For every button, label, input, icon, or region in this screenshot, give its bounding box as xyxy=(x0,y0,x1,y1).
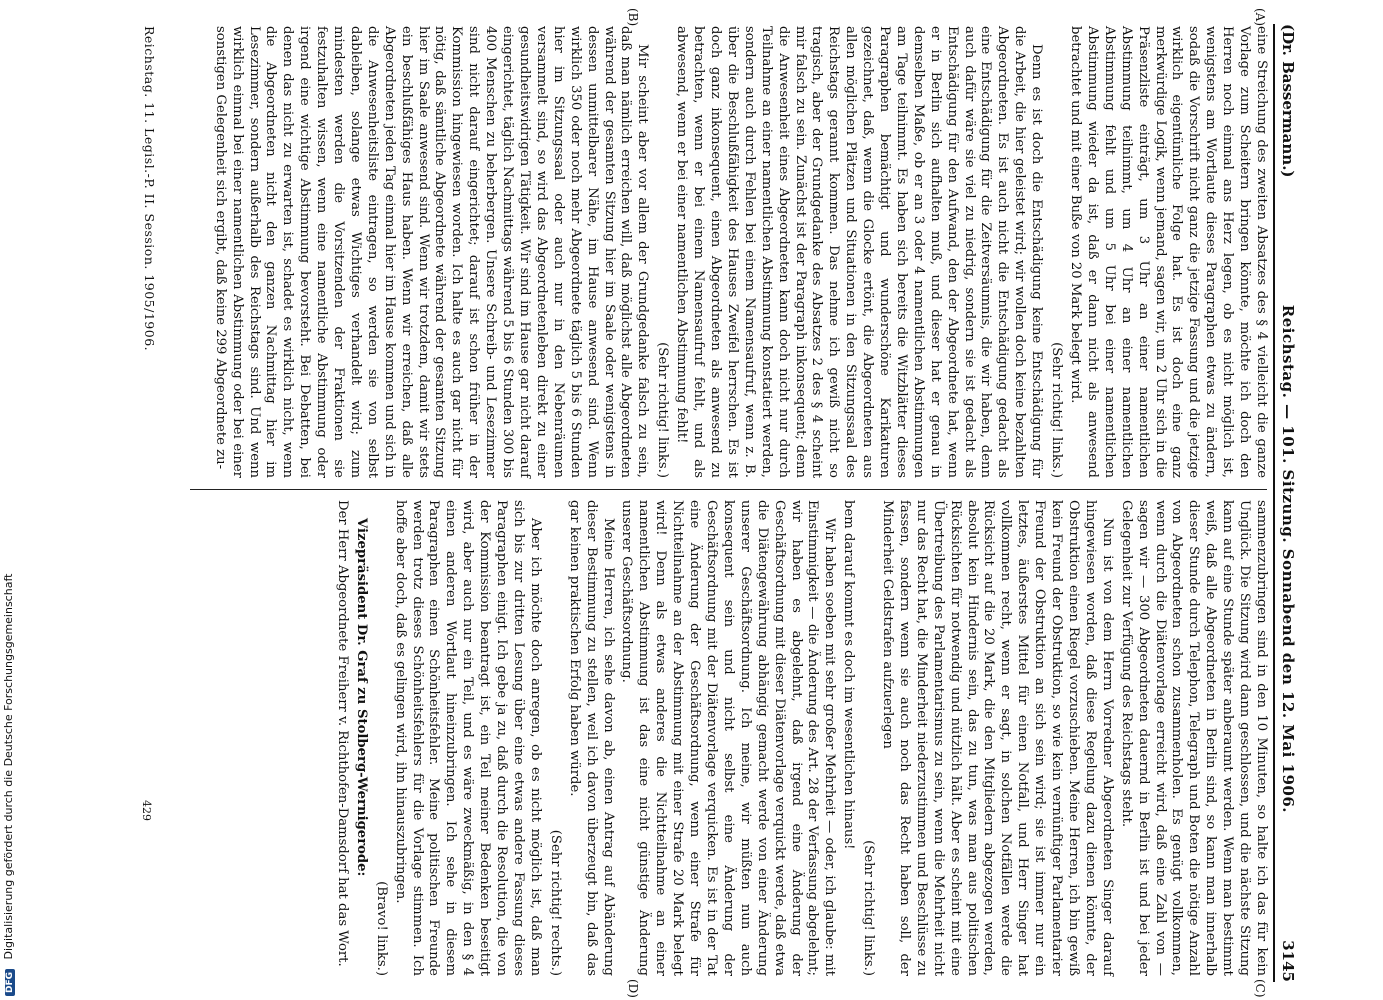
paragraph: Nun ist von dem Herrn Vorredner Abgeordneten Singer darauf hingewiesen worden, daß diese Regelung dazu dienen könnte, der Obstruktion einen Riegel vorzuschieben. Meine Herren, ich bin gewiß kein Freund der Obstruktion, so wie kein vernünftiger Parlamentarier Freund der Obstruktion an sich sein wird; sie ist immer nur ein letztes, äußerstes Mittel für einen Notfall, und Herr Singer hat vollkommen recht, wenn er sagt, in solchen Notfällen werde die Rücksicht auf die 20 Mark, die den Mitgliedern abgezogen werden, absolut kein Hindernis sein, das zu tun, was man aus politischen Rücksichten für notwendig und nützlich hält. Aber es scheint mit eine Übertreibung des Parlamentarismus zu sein, wenn die Mehrheit nicht nur das Recht hat, die Minderheit niederzustimmen und Beschlüsse zu fassen, sondern wenn sie auch noch das Recht haben soll, der Minderheit Geldstrafen aufzuerlegen xyxy=(880,500,1115,976)
stage-direction: (Sehr richtig! links.) xyxy=(655,342,671,478)
paragraph: bem darauf kommt es doch im wesentlichen hinaus! xyxy=(841,500,857,850)
header-speaker: (Dr. Bassermann.) xyxy=(1279,24,1297,178)
page-header xyxy=(1275,24,1301,982)
stage-direction: (Sehr richtig! links.) xyxy=(1049,342,1065,478)
stage-direction: (Sehr richtig! links.) xyxy=(861,840,877,976)
margin-mark-c: (C) xyxy=(1253,979,1267,998)
margin-mark-d: (D) xyxy=(626,979,640,998)
margin-mark-a: (A) xyxy=(1253,8,1267,27)
speaker-name: Vizepräsident Dr. Graf zu Stolberg-Wernigerode: xyxy=(353,518,369,877)
paragraph: Mir scheint aber vor allem der Grundgedanke falsch zu sein, daß man nämlich erreichen will, daß möglichst alle Abgeordneten während der gesamten Sitzung hier im Saale oder wenigstens in dessen unmittelbarer Nähe, im Hause anwesend sind. Wenn wirklich 350 oder noch mehr Abgeordnete täglich 5 bis 6 Stunden hier im Sitzungssaal oder auch nur in den Nebenräumen versammelt sind, so wird das Abgeordnetenleben direkt zu einer gesundheitswidrigen Tätigkeit. Wir sind im Hause gar nicht darauf eingerichtet, täglich Nachmittags während 5 bis 6 Stunden 300 bis 400 Menschen zu beherbergen. Unsere Schreib- und Lesezimmer sind nicht darauf eingerichtet; darauf ist schon früher in der Kommission hingewiesen worden. Ich halte es auch gar nicht für nötig, daß sämtliche Abgeordnete während der gesamten Sitzung hier im Saale anwesend sind. Wenn wir trotzdem, damit wir stets ein beschlußfähiges Haus haben. Wenn wir erreichen, daß alle Abgeordneten jeden Tag einmal hier im Hause kommen und sich in die Anwesenheitsliste eintragen, so werden sie von selbst dableiben, solange etwas Wichtiges verhandelt wird; zum mindesten werden die Vorsitzenden der Fraktionen sie festzuhalten wissen, wenn eine namentliche Abstimmung oder irgend eine wichtige Abstimmung bevorsteht. Bei Debatten, bei denen das nicht zu erwarten ist, schadet es wirklich nicht, wenn die Abgeordneten nicht den ganzen Nachmittag hier im Lesezimmer, sondern außerhalb des Reichstags sind. Und wenn wirklich einmal bei einer namentlichen Abstimmung oder bei einer sonstigen Gelegenheit sich ergibt, daß keine 299 Abgeordnete zu- xyxy=(212,26,651,478)
speaker-line-2: Der Herr Abgeordnete Freiherr v. Richthofen-Damsdorf hat das Wort. xyxy=(334,500,350,967)
margin-mark-b: (B) xyxy=(626,8,640,27)
stage-direction: (Bravo! links.) xyxy=(373,881,389,976)
footer-page-number: 429 xyxy=(140,800,153,821)
paragraph: sammenzubringen sind in den 10 Minuten, so halte ich das für kein Unglück. Die Sitzung wird dann geschlossen, und die nächste Sitzung kann auf eine Stunde später anberaumt werden. Wenn man bestimmt weiß, daß alle Abgeordneten in Berlin sind, so kann man innerhalb dieser Stunde durch Telephon, Telegraph und Boten die nötige Anzahl von Abgeordneten schon zusammenholen. Es genügt vollkommen, wenn durch die Diätenvorlage erreicht wird, daß eine Zahl von — sagen wir — 300 Abgeordneten dauernd in Berlin ist und bei jeder Gelegenheit zur Verfügung des Reichstags steht. xyxy=(1118,500,1269,976)
stage-direction: (Sehr richtig! rechts.) xyxy=(547,829,563,976)
paragraph: Wir haben soeben mit sehr großer Mehrheit — oder, ich glaube: mit Einstimmigkeit — die Änderung des Art. 28 der Verfassung abgelehnt; wir haben es abgelehnt, daß irgend eine Änderung der Geschäftsordnung mit dieser Diätenvorlage verquickt werde, daß etwa die Diätengewährung abhängig gemacht werde von einer Änderung unserer Geschäftsordnung. Ich meine, wir müßten nun auch konsequent sein und nicht selbst eine Änderung der Geschäftsordnung mit der Diätenvorlage verquicken. Es ist in der Tat eine Änderung der Geschäftsordnung, wenn einer Strafe für Nichtteilnahme an der Abstimmung mit einer Strafe 20 Mark belegt wird! Denn als etwas anderes die Nichtteilnahme an einer namentlichen Abstimmung ist das eine nicht günstige Änderung unserer Geschäftsordnung. xyxy=(619,500,838,976)
page-footer: Reichstag. 11. Legisl.-P. II. Session. 1905/1906. xyxy=(142,26,157,352)
paragraph: Aber ich möchte doch anregen, ob es nicht möglich ist, daß man sich bis zur dritten Lesung über eine etwas andere Fassung dieses Paragraphen einigt. Ich gebe ja zu, daß durch die Resolution, die von der Kommission beantragt ist, ein Teil meiner Bedenken beseitigt wird, aber auch nur ein Teil, und es wäre zweckmäßig, in den § 4 einen anderen Wortlaut hineinzubringen. Ich sehe in diesem Paragraphen einen Schönheitsfehler. Meine politischen Freunde werden trotz dieses Schönheitsfehlers für die Vorlage stimmen. Ich hoffe aber doch, daß es gelingen wird, ihn hinauszubringen. xyxy=(392,500,543,976)
left-column xyxy=(209,26,1269,478)
right-column xyxy=(331,500,1269,976)
credit-text: Digitalisierung gefördert durch die Deutsche Forschungsgemeinschaft xyxy=(2,573,15,960)
speaker-line xyxy=(352,500,369,976)
header-title: Reichstag. — 101. Sitzung. Sonnabend den 12. Mai 1906. xyxy=(1279,304,1297,813)
column-divider xyxy=(190,489,1267,490)
dfg-logo: DFG xyxy=(5,969,15,996)
paragraph: Denn es ist doch die Entschädigung keine Entschädigung für die Arbeit, die hier geleistet wird; wir wollen doch keine bezahlten Abgeordneten. Es ist auch nicht die Entschädigung gedacht als eine Entschädigung für die Zeitversäumnis, die wir haben, denn auch dafür wäre sie viel zu niedrig, sondern sie ist gedacht als Entschädigung für den Aufwand, den der Abgeordnete hat, wenn er in Berlin sich aufhalten muß, und dieser hat er genau in demselben Maße, ob er an 3 oder 4 namentlichen Abstimmungen am Tage teilnimmt. Es haben sich bereits die Witzblätter dieses Paragraphen bemächtigt und wunderschöne Karikaturen gezeichnet, daß, wenn die Glocke ertönt, die Abgeordneten aus allen möglichen Plätzen und Situationen in den Sitzungssaal des Reichstags gerannt kommen. Das nehme ich gewiß nicht so tragisch, aber der Grundgedanke des Absatzes 2 des § 4 scheint mir falsch zu sein. Zunächst ist der Paragraph inkonsequent; denn die Anwesenheit eines Abgeordneten kann doch nicht nur durch Teilnahme an einer namentlichen Abstimmung konstatiert werden, sondern auch durch Fehlen bei einem Namensaufruf, wenn z. B. über die Beschlußfähigkeit des Hauses Zweifel herrschen. Es ist doch ganz inkonsequent, einen Abgeordneten als anwesend zu betrachten, wenn er bei einem Namensaufruf fehlt, und als abwesend, wenn er bei einer namentlichen Abstimmung fehlt! xyxy=(674,26,1045,478)
paragraph: Meine Herren, ich sehe davon ab, einen Antrag auf Abänderung dieser Bestimmung zu stellen, weil ich davon überzeugt bin, daß das gar keinen praktischen Erfolg haben würde. xyxy=(566,500,616,976)
header-page-number: 3145 xyxy=(1279,940,1297,982)
header-rule xyxy=(1273,24,1275,982)
paragraph: eine Streichung des zweiten Absatzes des § 4 vielleicht die ganze Vorlage zum Scheitern bringen könnte, möchte ich doch den Herren noch einmal ans Herz legen, ob es nicht möglich ist, wenigstens am Wortlaute dieses Paragraphen etwas zu ändern, sodaß die Vorschrift nicht ganz die jetzige Fassung und die jetzige wirklich eigentümliche Folge hat. Es ist doch eine ganz merkwürdige Logik, wenn jemand, sagen wir, um 2 Uhr sich in die Präsenzliste einträgt, um 3 Uhr an einer namentlichen Abstimmung teilnimmt, um 4 Uhr an einer namentlichen Abstimmung fehlt und um 5 Uhr bei einer namentlichen Abstimmung wieder da ist, daß er dann nicht als anwesend betrachtet und mit einer Buße von 20 Mark belegt wird. xyxy=(1068,26,1269,478)
